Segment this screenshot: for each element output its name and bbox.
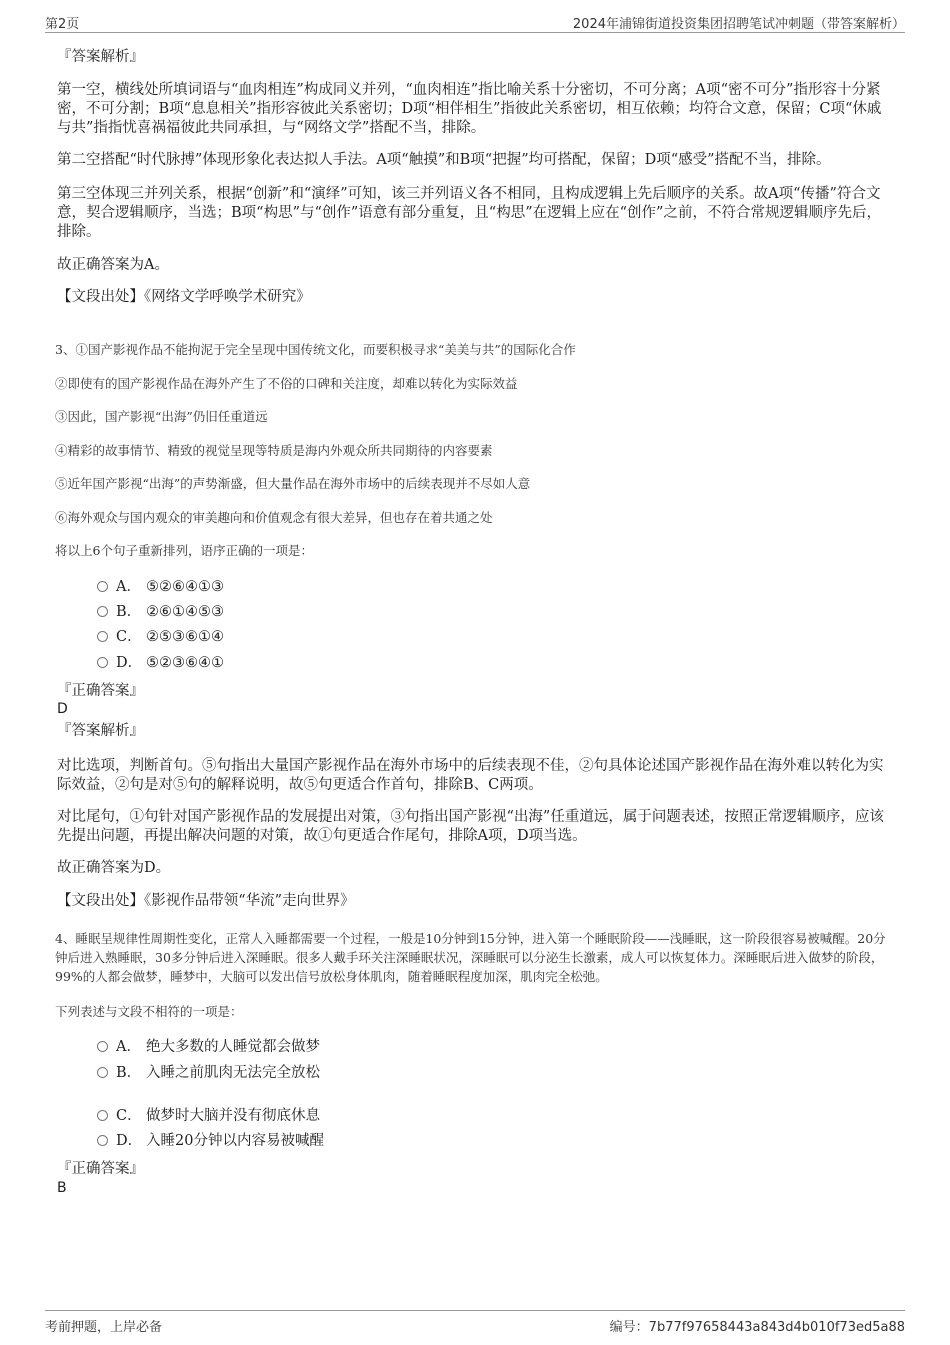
radio-icon[interactable]	[97, 657, 108, 668]
analysis-paragraph: 第二空搭配“时代脉搏”体现形象化表达拟人手法。A项“触摸”和B项“把握”均可搭配，保留；D项“感受”搭配不当，排除。	[57, 152, 831, 168]
option-d[interactable]: D． 入睡20分钟以内容易被喊醒	[97, 1132, 324, 1151]
option-c[interactable]: C． ②⑤③⑥①④	[97, 628, 224, 647]
answer-label: 『正确答案』	[57, 1161, 144, 1177]
analysis-label: 『答案解析』	[57, 49, 144, 65]
question-sentence: ②即使有的国产影视作品在海外产生了不俗的口碑和关注度，却难以转化为实际效益	[55, 376, 518, 391]
question-sentence: 3、①国产影视作品不能拘泥于完全呈现中国传统文化，而要积极寻求“美美与共”的国际化合作	[55, 342, 576, 357]
page-footer	[45, 1310, 905, 1337]
option-c[interactable]: C． 做梦时大脑并没有彻底休息	[97, 1107, 320, 1126]
analysis-label: 『答案解析』	[57, 723, 144, 739]
radio-icon[interactable]	[97, 631, 108, 642]
option-a[interactable]: A． 绝大多数的人睡觉都会做梦	[97, 1038, 320, 1057]
question-sentence: ③因此，国产影视“出海”仍旧任重道远	[55, 409, 268, 424]
question-sentence: ⑤近年国产影视“出海”的声势渐盛，但大量作品在海外市场中的后续表现并不尽如人意	[55, 476, 531, 491]
footer-slogan: 考前押题，上岸必备	[45, 1320, 163, 1335]
question-sentence: ⑥海外观众与国内观众的审美趣向和价值观念有很大差异，但也存在着共通之处	[55, 510, 493, 525]
question-prompt: 下列表述与文段不相符的一项是：	[55, 1004, 243, 1019]
answer-label: 『正确答案』	[57, 683, 144, 699]
question-stem: 4、睡眠呈规律性周期性变化，正常人入睡都需要一个过程，一般是10分钟到15分钟，进入第一个睡眠阶段——浅睡眠，这一阶段很容易被喊醒。20分钟后进入熟睡眠，30多分钟后进入深睡眠。很多人戴手环关注深睡眠状况，深睡眠可以分泌生长激素，成人可以恢复体力。深睡眠后进入做梦的阶段，99%的人都会做梦，睡梦中，大脑可以发出信号放松身体肌肉，随着睡眠程度加深，肌肉完全松弛。	[55, 931, 886, 984]
option-b[interactable]: B． 入睡之前肌肉无法完全放松	[97, 1064, 320, 1083]
analysis-paragraph: 第三空体现三并列关系，根据“创新”和“演绎”可知，该三并列语义各不相同，且构成逻辑上先后顺序的关系。故A项“传播”符合文意，契合逻辑顺序，当选；B项“构思”与“创作”语意有部分重复，且“构思”在逻辑上应在“创作”之前，不符合常规逻辑顺序先后，排除。	[57, 186, 881, 240]
question-prompt: 将以上6个句子重新排列，语序正确的一项是：	[55, 543, 313, 558]
radio-icon[interactable]	[97, 1041, 108, 1052]
source-citation: 【文段出处】《网络文学呼唤学术研究》	[57, 289, 311, 305]
analysis-paragraph: 对比选项，判断首句。⑤句指出大量国产影视作品在海外市场中的后续表现不佳，②句具体论述国产影视作品在海外难以转化为实际效益，②句是对⑤句的解释说明，故⑤句更适合作首句，排除B、C两项。	[57, 758, 884, 793]
correct-answer: D	[57, 701, 68, 717]
radio-icon[interactable]	[97, 1110, 108, 1121]
document-id: 编号：7b77f97658443a843d4b010f73ed5a88	[609, 1320, 905, 1335]
radio-icon[interactable]	[97, 1067, 108, 1078]
radio-icon[interactable]	[97, 606, 108, 617]
page-number: 第2页	[45, 17, 80, 32]
conclusion: 故正确答案为A。	[57, 257, 169, 273]
source-citation: 【文段出处】《影视作品带领“华流”走向世界》	[57, 893, 355, 909]
radio-icon[interactable]	[97, 581, 108, 592]
analysis-paragraph: 第一空，横线处所填词语与“血肉相连”构成同义并列，“血肉相连”指比喻关系十分密切，不可分离；A项“密不可分”指形容十分紧密，不可分割；B项“息息相关”指形容彼此关系密切；D项“相伴相生”指彼此关系密切，相互依赖；均符合文意，保留；C项“休戚与共”指指忧喜祸福彼此共同承担，与“网络文学”搭配不当，排除。	[57, 82, 882, 136]
analysis-paragraph: 对比尾句，①句针对国产影视作品的发展提出对策，③句指出国产影视“出海”任重道远，属于问题表述，按照正常逻辑顺序，应该先提出问题，再提出解决问题的对策，故①句更适合作尾句，排除A项，D项当选。	[57, 809, 884, 844]
page-header	[45, 10, 905, 33]
correct-answer: B	[57, 1180, 67, 1196]
question-sentence: ④精彩的故事情节、精致的视觉呈现等特质是海内外观众所共同期待的内容要素	[55, 443, 493, 458]
radio-icon[interactable]	[97, 1135, 108, 1146]
conclusion: 故正确答案为D。	[57, 860, 171, 876]
option-a[interactable]: A． ⑤②⑥④①③	[97, 578, 224, 597]
option-b[interactable]: B． ②⑥①④⑤③	[97, 603, 224, 622]
document-title: 2024年浦锦街道投资集团招聘笔试冲刺题（带答案解析）	[572, 17, 905, 32]
option-d[interactable]: D． ⑤②③⑥④①	[97, 654, 224, 673]
